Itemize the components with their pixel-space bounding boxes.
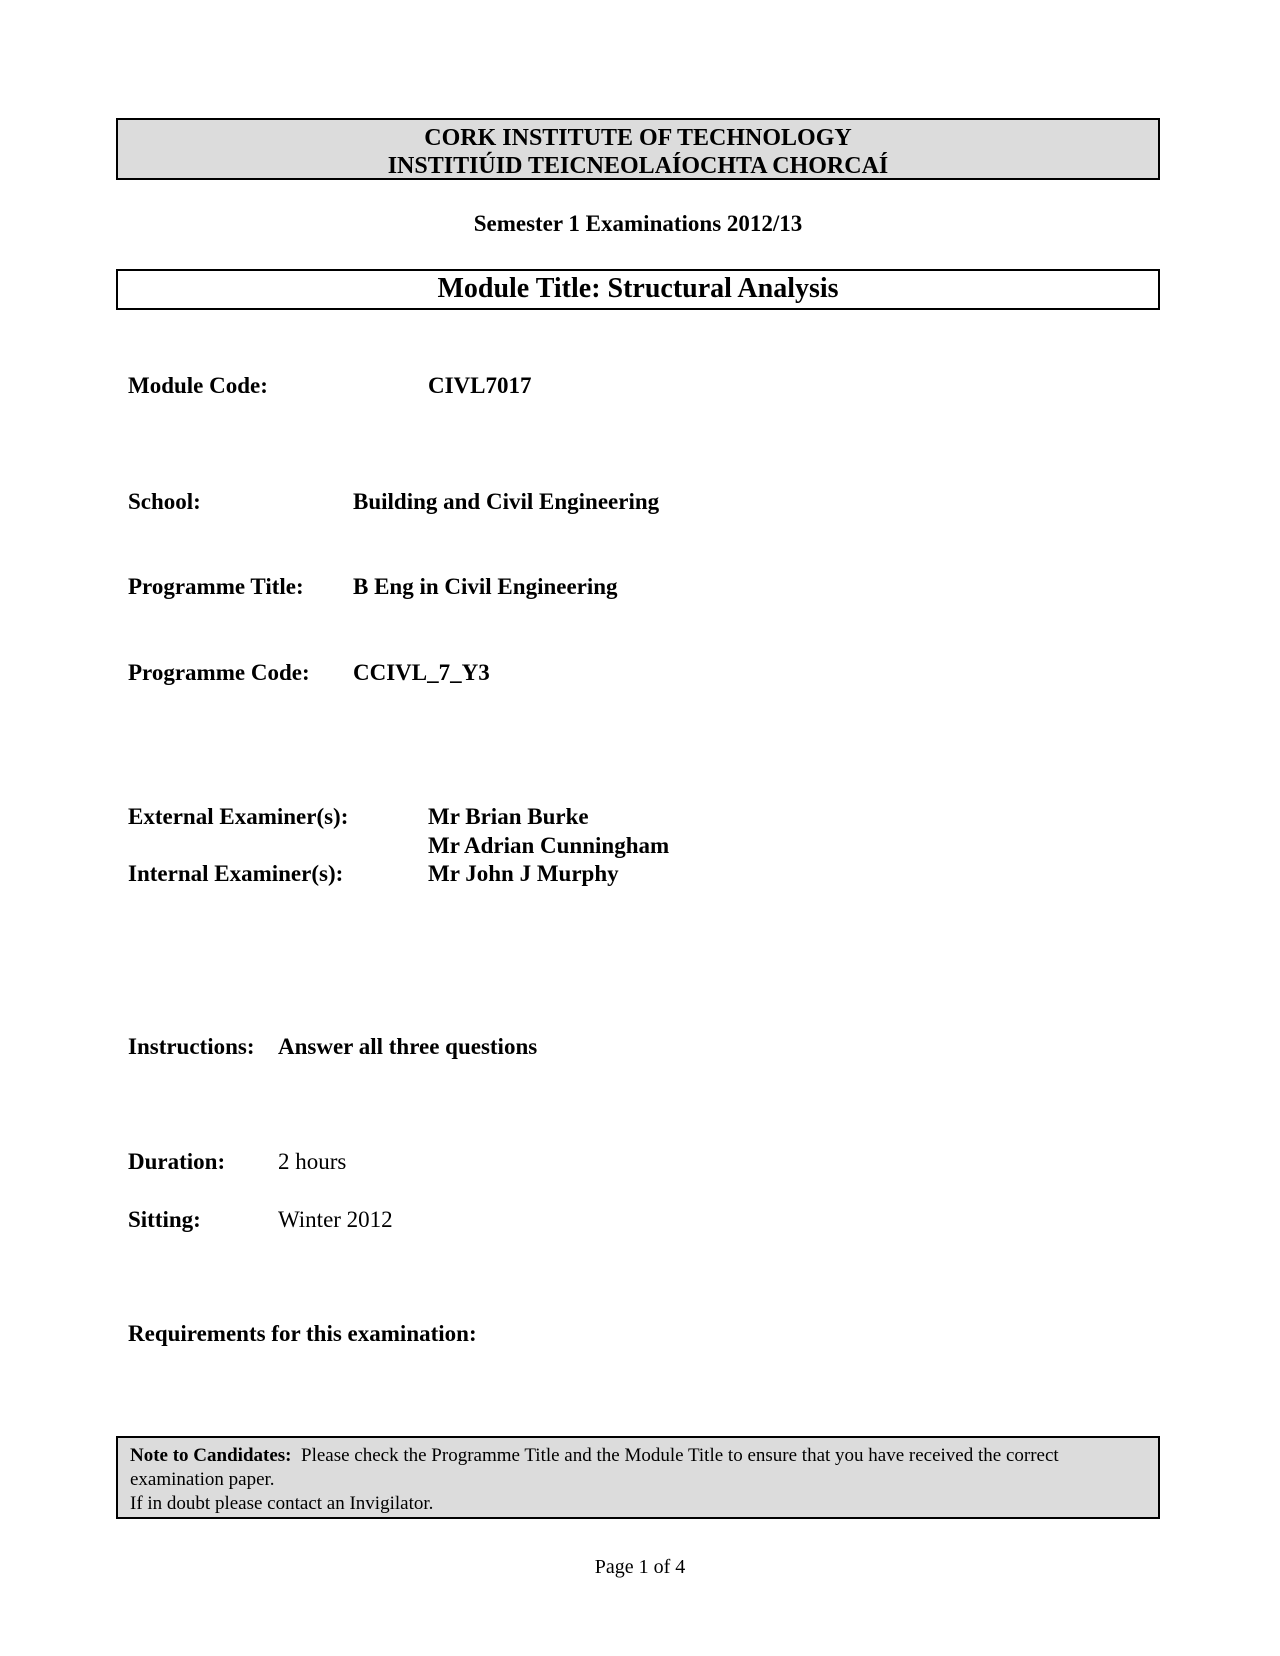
external-examiner-2: Mr Adrian Cunningham: [428, 833, 670, 858]
institution-name-irish: INSTITIÚID TEICNEOLAÍOCHTA CHORCAÍ: [387, 153, 889, 179]
note-label: Note to Candidates:: [130, 1445, 292, 1466]
requirements-label: Requirements for this examination:: [128, 1321, 477, 1346]
note-contact: If in doubt please contact an Invigilator.: [130, 1493, 434, 1514]
programme-title-label: Programme Title:: [128, 574, 304, 599]
semester-title: Semester 1 Examinations 2012/13: [473, 211, 803, 236]
duration-value: 2 hours: [278, 1149, 347, 1174]
sitting-label: Sitting:: [128, 1207, 201, 1232]
external-examiner-1: Mr Brian Burke: [428, 804, 589, 829]
institution-name-english: CORK INSTITUTE OF TECHNOLOGY: [424, 125, 852, 151]
note-text: [130, 1444, 1146, 1492]
module-title-box: [116, 269, 1160, 310]
institution-header: [116, 118, 1160, 180]
instructions-label: Instructions:: [128, 1034, 255, 1059]
internal-examiners-label: Internal Examiner(s):: [128, 861, 344, 886]
internal-examiner-1: Mr John J Murphy: [428, 861, 619, 886]
duration-label: Duration:: [128, 1149, 226, 1174]
programme-title-value: B Eng in Civil Engineering: [353, 574, 618, 599]
module-code-value: CIVL7017: [428, 373, 532, 398]
instructions-value: Answer all three questions: [278, 1034, 538, 1059]
note-to-candidates: [116, 1436, 1160, 1519]
programme-code-value: CCIVL_7_Y3: [353, 660, 490, 685]
module-title: Module Title: Structural Analysis: [437, 273, 839, 304]
programme-code-label: Programme Code:: [128, 660, 310, 685]
school-label: School:: [128, 489, 201, 514]
note-body: Please check the Programme Title and the Module Title to ensure that you have received the correct examination paper.: [130, 1445, 1059, 1490]
page-number: Page 1 of 4: [594, 1556, 686, 1578]
module-code-label: Module Code:: [128, 373, 268, 398]
school-value: Building and Civil Engineering: [353, 489, 660, 514]
sitting-value: Winter 2012: [278, 1207, 393, 1232]
external-examiners-label: External Examiner(s):: [128, 804, 349, 829]
